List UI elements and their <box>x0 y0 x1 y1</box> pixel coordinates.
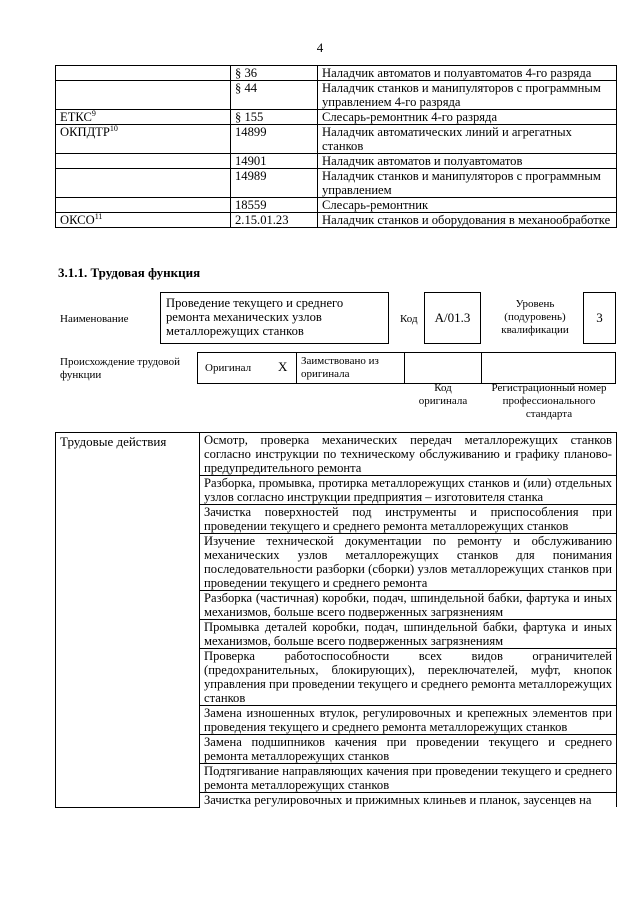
level-field: 3 <box>583 292 616 344</box>
classifier-cell <box>56 213 231 228</box>
labor-action-item: Подтягивание направляющих качения при проведении текущего и среднего ремонта металлорежущих станков <box>200 764 617 793</box>
codes-row <box>56 198 617 213</box>
labor-action-item: Осмотр, проверка механических передач металлорежущих станков согласно инструкции по техническому обслуживанию и графику планово-предупредительного ремонта <box>200 433 617 476</box>
function-code-field: A/01.3 <box>424 292 481 344</box>
page-number: 4 <box>316 40 324 55</box>
classifier-name: ОКСО <box>60 213 95 227</box>
labor-action-item: Зачистка регулировочных и прижимных клиньев и планок, заусенцев на <box>200 793 617 808</box>
occupation-name-cell: Наладчик станков и манипуляторов с программным управлением 4-го разряда <box>318 81 617 110</box>
borrowed-label: Заимствовано из оригинала <box>301 355 379 380</box>
level-label: Уровень (подуровень) квалификации <box>501 298 569 336</box>
origin-box <box>197 352 616 384</box>
occupation-name-cell: Наладчик станков и манипуляторов с программным управлением <box>318 169 617 198</box>
classifier-cell <box>56 198 231 213</box>
code-cell: 14989 <box>231 169 318 198</box>
labor-actions-label: Трудовые действия <box>56 433 200 808</box>
classifier-name: ЕТКС <box>60 110 92 124</box>
classifier-codes-table <box>55 65 617 228</box>
codes-row <box>56 169 617 198</box>
classifier-cell <box>56 125 231 154</box>
code-cell: § 155 <box>231 110 318 125</box>
original-label: Оригинал <box>205 362 252 374</box>
code-cell: 2.15.01.23 <box>231 213 318 228</box>
original-mark: X <box>278 359 288 374</box>
codes-row <box>56 213 617 228</box>
footnote-ref: 9 <box>91 108 96 118</box>
codes-row <box>56 66 617 81</box>
code-cell: 18559 <box>231 198 318 213</box>
labor-action-item: Замена подшипников качения при проведении текущего и среднего ремонта металлорежущих станков <box>200 735 617 764</box>
codes-row <box>56 154 617 169</box>
labor-action-item: Проверка работоспособности всех видов ограничителей (предохранительных, блокирующих), переключателей, муфт, кнопок управления при проведении текущего и среднего ремонта металлорежущих станков <box>200 649 617 706</box>
code-cell: 14901 <box>231 154 318 169</box>
origin-label: Происхождение трудовой функции <box>60 356 181 381</box>
labor-action-item: Зачистка поверхностей под инструменты и приспособления при проведении текущего и среднего ремонта металлорежущих станков <box>200 505 617 534</box>
code-cell: 14899 <box>231 125 318 154</box>
classifier-cell <box>56 81 231 110</box>
code-cell: § 44 <box>231 81 318 110</box>
classifier-cell <box>56 154 231 169</box>
reg-number-caption: Регистрационный номер профессионального стандарта <box>491 382 607 420</box>
labor-action-item: Изучение технической документации по ремонту и обслуживанию механических узлов металлорежущих станков для понимания последовательности разборки (сборки) узлов металлорежущих станков при проведении текущего и среднего ремонта <box>200 534 617 591</box>
code-label: Код <box>400 313 418 325</box>
section-title: 3.1.1. Трудовая функция <box>58 265 201 280</box>
divider <box>481 352 482 384</box>
occupation-name-cell: Слесарь-ремонтник 4-го разряда <box>318 110 617 125</box>
footnote-ref: 11 <box>94 211 103 221</box>
action-row <box>56 433 617 476</box>
classifier-name: ОКПДТР <box>60 125 110 139</box>
occupation-name-cell: Наладчик станков и оборудования в механообработке <box>318 213 617 228</box>
code-original-caption: Код оригинала <box>418 382 468 407</box>
labor-action-item: Замена изношенных втулок, регулировочных и крепежных элементов при проведения текущего и среднего ремонта металлорежущих станков <box>200 706 617 735</box>
classifier-cell <box>56 66 231 81</box>
codes-row <box>56 81 617 110</box>
classifier-cell <box>56 169 231 198</box>
labor-actions-table <box>55 432 617 808</box>
divider <box>296 352 297 384</box>
occupation-name-cell: Наладчик автоматических линий и агрегатных станков <box>318 125 617 154</box>
footnote-ref: 10 <box>109 123 118 133</box>
divider <box>404 352 405 384</box>
code-cell: § 36 <box>231 66 318 81</box>
occupation-name-cell: Наладчик автоматов и полуавтоматов 4-го разряда <box>318 66 617 81</box>
occupation-name-cell: Слесарь-ремонтник <box>318 198 617 213</box>
classifier-cell <box>56 110 231 125</box>
codes-row <box>56 125 617 154</box>
occupation-name-cell: Наладчик автоматов и полуавтоматов <box>318 154 617 169</box>
codes-row <box>56 110 617 125</box>
name-label: Наименование <box>60 313 129 325</box>
labor-action-item: Разборка, промывка, протирка металлорежущих станков и (или) отдельных узлов согласно инструкции предприятия – изготовителя станка <box>200 476 617 505</box>
function-name-field: Проведение текущего и среднего ремонта механических узлов металлорежущих станков <box>160 292 389 344</box>
labor-action-item: Промывка деталей коробки, подач, шпиндельной бабки, фартука и иных механизмов, больше всего подверженных загрязнениям <box>200 620 617 649</box>
labor-action-item: Разборка (частичная) коробки, подач, шпиндельной бабки, фартука и иных механизмов, больше всего подверженных загрязнениям <box>200 591 617 620</box>
